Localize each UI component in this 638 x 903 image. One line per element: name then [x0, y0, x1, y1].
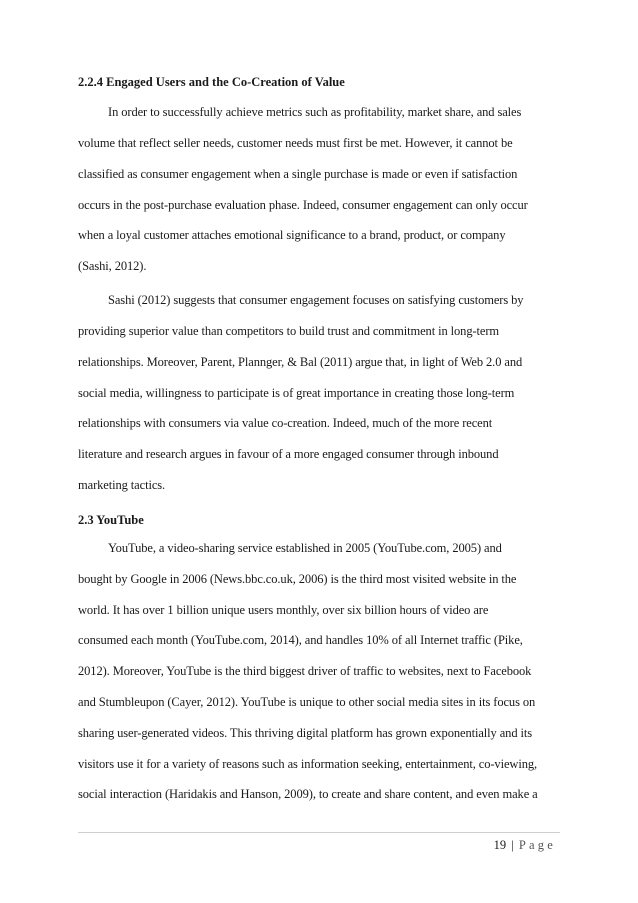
section-heading: 2.2.4 Engaged Users and the Co-Creation of Value	[78, 75, 345, 89]
paragraph-line: and Stumbleupon (Cayer, 2012). YouTube is unique to other social media sites in its focus on	[78, 695, 536, 709]
paragraph-line: providing superior value than competitors to build trust and commitment in long-term	[78, 324, 500, 338]
paragraph-line: 2012). Moreover, YouTube is the third biggest driver of traffic to websites, next to Facebook	[78, 664, 532, 678]
paragraph-line: relationships. Moreover, Parent, Plannger, & Bal (2011) argue that, in light of Web 2.0 and	[78, 355, 523, 369]
paragraph-line: sharing user-generated videos. This thriving digital platform has grown exponentially and its	[78, 726, 533, 740]
paragraph-line: marketing tactics.	[78, 478, 166, 492]
paragraph-line: world. It has over 1 billion unique users monthly, over six billion hours of video are	[78, 603, 489, 617]
paragraph-line: In order to successfully achieve metrics such as profitability, market share, and sales	[108, 105, 522, 119]
paragraph-line: volume that reflect seller needs, customer needs must first be met. However, it cannot be	[78, 136, 513, 150]
paragraph-line: bought by Google in 2006 (News.bbc.co.uk, 2006) is the third most visited website in the	[78, 572, 517, 586]
paragraph-line: classified as consumer engagement when a single purchase is made or even if satisfaction	[78, 167, 518, 181]
paragraph-line: YouTube, a video-sharing service established in 2005 (YouTube.com, 2005) and	[108, 541, 502, 555]
paragraph-line: when a loyal customer attaches emotional significance to a brand, product, or company	[78, 228, 506, 242]
page-number: 19	[493, 838, 507, 852]
page-footer	[494, 838, 556, 853]
footer-separator: |	[511, 838, 514, 852]
footer-divider	[78, 832, 560, 833]
paragraph-line: consumed each month (YouTube.com, 2014), and handles 10% of all Internet traffic (Pike,	[78, 633, 523, 647]
section-heading: 2.3 YouTube	[78, 513, 144, 527]
paragraph-line: occurs in the post-purchase evaluation phase. Indeed, consumer engagement can only occur	[78, 198, 528, 212]
page-label: Page	[518, 838, 556, 852]
paragraph-line: Sashi (2012) suggests that consumer engagement focuses on satisfying customers by	[108, 293, 524, 307]
paragraph-line: relationships with consumers via value co-creation. Indeed, much of the more recent	[78, 416, 493, 430]
paragraph-line: literature and research argues in favour of a more engaged consumer through inbound	[78, 447, 499, 461]
paragraph-line: social media, willingness to participate is of great importance in creating those long-term	[78, 386, 515, 400]
paragraph-line: visitors use it for a variety of reasons such as information seeking, entertainment, co-viewing,	[78, 757, 538, 771]
paragraph-line: social interaction (Haridakis and Hanson, 2009), to create and share content, and even make a	[78, 787, 538, 801]
paragraph-line: (Sashi, 2012).	[78, 259, 147, 273]
